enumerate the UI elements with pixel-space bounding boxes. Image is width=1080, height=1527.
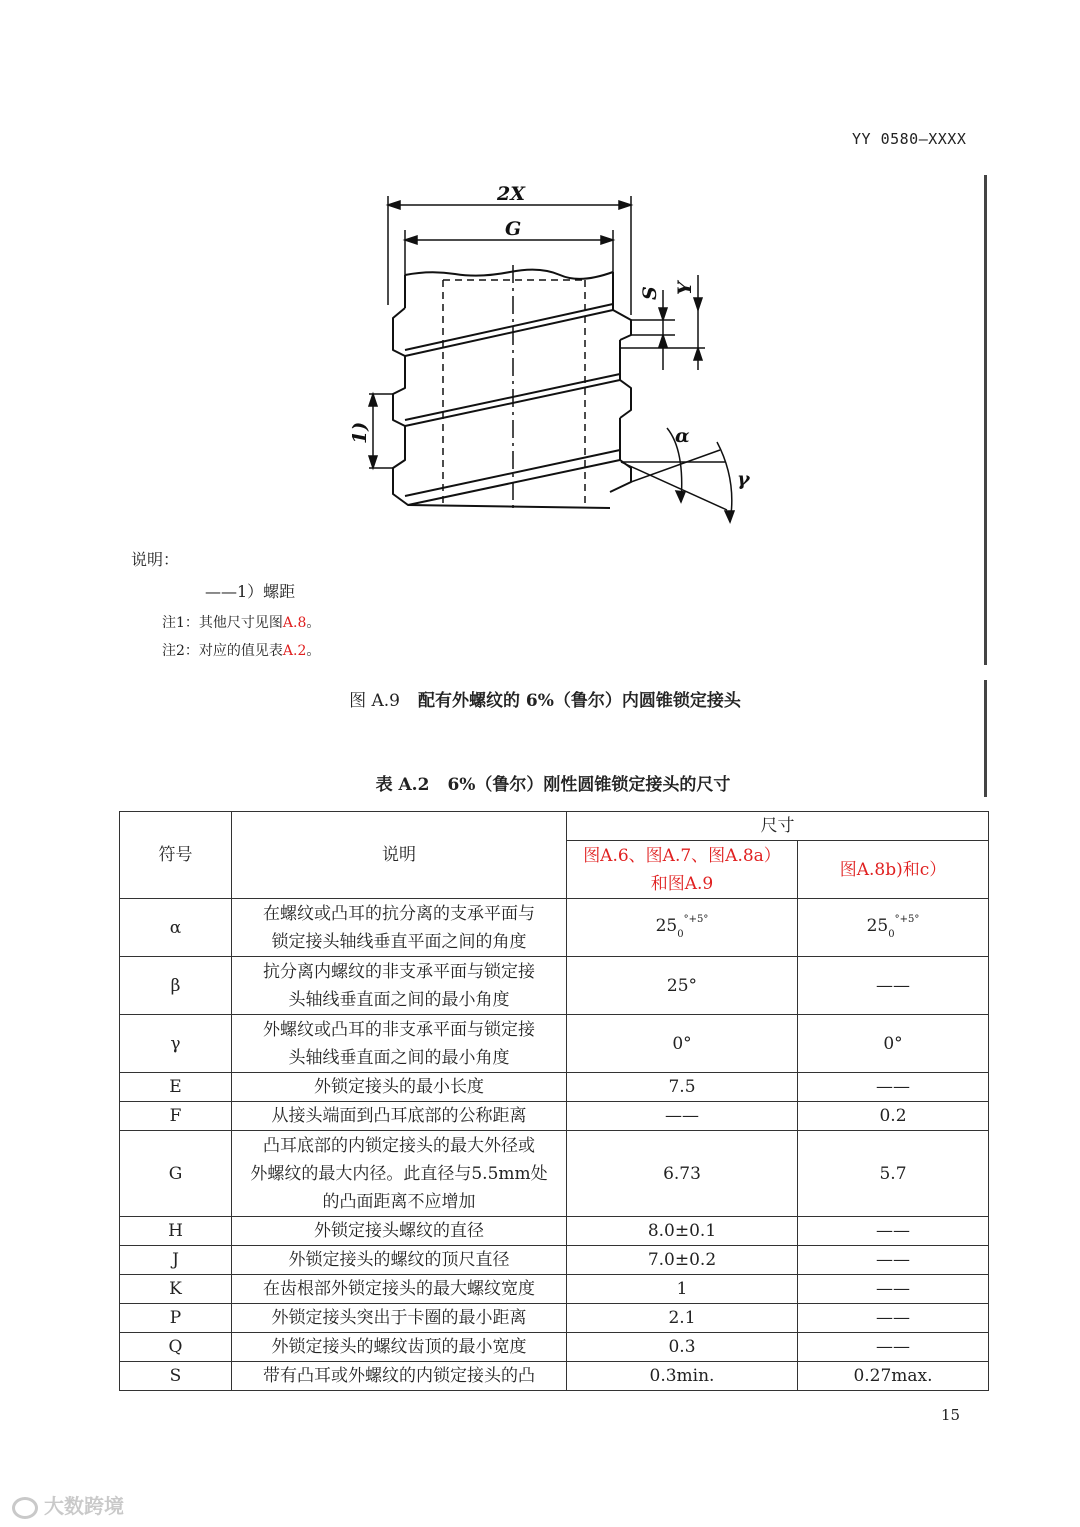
cell-description-line: 头轴线垂直面之间的最小角度 <box>288 989 510 1010</box>
cell-value-a: 6.73 <box>567 1131 798 1217</box>
cell-description-line: 外螺纹的最大内径。此直径与5.5mm处 <box>250 1163 548 1184</box>
cell-value-b: —— <box>798 1304 989 1333</box>
note-2-suffix: 。 <box>306 643 321 659</box>
cell-description <box>232 1333 567 1362</box>
watermark-text: 大数跨境 <box>44 1494 124 1518</box>
cell-value-b: —— <box>798 1073 989 1102</box>
cell-symbol: J <box>120 1246 232 1275</box>
cell-description-line: 外螺纹或凸耳的非支承平面与锁定接 <box>263 1019 535 1040</box>
table-title: 6%（鲁尔）刚性圆锥锁定接头的尺寸 <box>447 775 731 795</box>
cell-description <box>232 899 567 957</box>
table-row <box>120 1275 989 1304</box>
cell-symbol: E <box>120 1073 232 1102</box>
cell-value-b: —— <box>798 1217 989 1246</box>
legend-item: ——1）螺距 <box>205 582 296 601</box>
cell-value-a: 7.5 <box>567 1073 798 1102</box>
note-2-ref-link[interactable]: A.2 <box>282 643 307 659</box>
figure-caption <box>0 686 1080 711</box>
cell-value-b: 0.27max. <box>798 1362 989 1391</box>
cell-symbol: G <box>120 1131 232 1217</box>
cell-symbol: Q <box>120 1333 232 1362</box>
cell-value-a: 25° <box>567 957 798 1015</box>
cell-description <box>232 1246 567 1275</box>
header-col-a[interactable] <box>567 841 798 899</box>
label-2x: 2X <box>497 183 525 205</box>
cell-value-b: 0.2 <box>798 1102 989 1131</box>
cell-description <box>232 1073 567 1102</box>
cell-value-a: 0° <box>567 1015 798 1073</box>
revision-bar <box>984 175 987 665</box>
angle-tolerance-value <box>656 912 709 943</box>
cell-symbol: γ <box>120 1015 232 1073</box>
dimensions-table <box>119 811 989 1391</box>
cell-value-a: 0.3min. <box>567 1362 798 1391</box>
table-row <box>120 1073 989 1102</box>
table-row <box>120 1333 989 1362</box>
note-1-ref-link[interactable]: A.8 <box>282 615 307 631</box>
cell-description-line: 外锁定接头的最小长度 <box>314 1077 484 1097</box>
cell-symbol: K <box>120 1275 232 1304</box>
cell-value-a: 0.3 <box>567 1333 798 1362</box>
table-row <box>120 957 989 1015</box>
cell-description <box>232 1217 567 1246</box>
legend-title: 说明： <box>131 550 180 569</box>
note-2-text: 注2：对应的值见表 <box>162 643 283 659</box>
header-col-a-line1: 图A.6、图A.7、图A.8a） <box>583 845 781 866</box>
watermark <box>12 1490 124 1519</box>
cell-description-line: 在螺纹或凸耳的抗分离的支承平面与 <box>263 903 535 924</box>
cell-value-b: —— <box>798 1246 989 1275</box>
thread-drawing-svg <box>345 180 765 525</box>
cell-symbol: F <box>120 1102 232 1131</box>
standard-code: YY 0580—XXXX <box>852 130 967 148</box>
label-s: S <box>639 286 661 300</box>
cell-value-a: 8.0±0.1 <box>567 1217 798 1246</box>
label-pitch: 1) <box>349 421 371 444</box>
angle-superscript: °+5° <box>683 914 709 925</box>
angle-base: 25 <box>866 916 889 936</box>
table-row <box>120 1102 989 1131</box>
label-y: Y <box>674 281 696 295</box>
note-1-text: 注1：其他尺寸见图 <box>162 615 283 631</box>
cell-symbol: S <box>120 1362 232 1391</box>
thread-flight-1 <box>393 308 631 356</box>
header-dimension: 尺寸 <box>567 812 989 841</box>
cell-value-b: —— <box>798 957 989 1015</box>
header-col-a-line2: 和图A.9 <box>650 873 714 894</box>
table-row <box>120 899 989 957</box>
thread-flight-3 <box>393 426 631 505</box>
cell-value-b: 0° <box>798 1015 989 1073</box>
cell-description-line: 外锁定接头的螺纹齿顶的最小宽度 <box>271 1337 527 1357</box>
label-gamma: γ <box>737 468 750 490</box>
figure-number: 图 A.9 <box>349 691 400 711</box>
break-line <box>405 270 613 279</box>
figure-title: 配有外螺纹的 6%（鲁尔）内圆锥锁定接头 <box>418 691 741 711</box>
table-row <box>120 1362 989 1391</box>
header-symbol: 符号 <box>120 812 232 899</box>
table-row <box>120 1015 989 1073</box>
cell-description-line: 外锁定接头的螺纹的顶尺直径 <box>288 1250 510 1270</box>
table-number: 表 A.2 <box>375 775 430 795</box>
cell-description-line: 抗分离内螺纹的非支承平面与锁定接 <box>263 961 535 982</box>
cell-description-line: 外锁定接头突出于卡圈的最小距离 <box>271 1308 527 1328</box>
table-row <box>120 1304 989 1333</box>
cell-value-b: 5.7 <box>798 1131 989 1217</box>
cell-symbol: β <box>120 957 232 1015</box>
cell-description <box>232 1015 567 1073</box>
note-1 <box>162 612 320 632</box>
angle-subscript: 0 <box>677 929 684 940</box>
header-col-b[interactable]: 图A.8b)和c） <box>798 841 989 899</box>
cell-description-line: 凸耳底部的内锁定接头的最大外径或 <box>263 1135 535 1156</box>
cell-description-line: 带有凸耳或外螺纹的内锁定接头的凸 <box>263 1366 535 1386</box>
cell-description <box>232 1275 567 1304</box>
label-alpha: α <box>675 425 690 447</box>
cell-value-b <box>798 899 989 957</box>
page-number: 15 <box>941 1406 961 1424</box>
table-row <box>120 1217 989 1246</box>
cell-description <box>232 1131 567 1217</box>
angle-base: 25 <box>655 916 678 936</box>
cell-value-a: 1 <box>567 1275 798 1304</box>
body-bottom-edge <box>408 505 610 508</box>
table-row <box>120 1246 989 1275</box>
label-g: G <box>505 218 522 240</box>
cell-description-line: 在齿根部外锁定接头的最大螺纹宽度 <box>263 1279 535 1299</box>
cell-description <box>232 1304 567 1333</box>
cell-symbol: α <box>120 899 232 957</box>
cell-description <box>232 1102 567 1131</box>
cell-description-line: 的凸面距离不应增加 <box>322 1191 476 1212</box>
cell-value-a: —— <box>567 1102 798 1131</box>
cell-description-line: 从接头端面到凸耳底部的公称距离 <box>271 1106 527 1126</box>
cell-value-b: —— <box>798 1275 989 1304</box>
cell-description-line: 头轴线垂直面之间的最小角度 <box>288 1047 510 1068</box>
cell-value-a: 7.0±0.2 <box>567 1246 798 1275</box>
cell-description <box>232 1362 567 1391</box>
angle-superscript: °+5° <box>894 914 920 925</box>
note-2 <box>162 640 320 660</box>
thread-drawing <box>345 180 765 525</box>
cell-description <box>232 957 567 1015</box>
table-row <box>120 1131 989 1217</box>
cell-description-line: 外锁定接头螺纹的直径 <box>314 1221 484 1241</box>
cell-symbol: P <box>120 1304 232 1333</box>
cell-symbol: H <box>120 1217 232 1246</box>
note-1-suffix: 。 <box>306 615 321 631</box>
thread-edge <box>405 304 613 350</box>
angle-subscript: 0 <box>888 929 895 940</box>
cell-value-a: 2.1 <box>567 1304 798 1333</box>
table-caption <box>0 770 1080 795</box>
cell-value-a <box>567 899 798 957</box>
cell-description-line: 锁定接头轴线垂直平面之间的角度 <box>271 931 527 952</box>
header-description: 说明 <box>232 812 567 899</box>
cell-value-b: —— <box>798 1333 989 1362</box>
angle-tolerance-value <box>867 912 920 943</box>
watermark-logo-icon <box>12 1497 38 1519</box>
